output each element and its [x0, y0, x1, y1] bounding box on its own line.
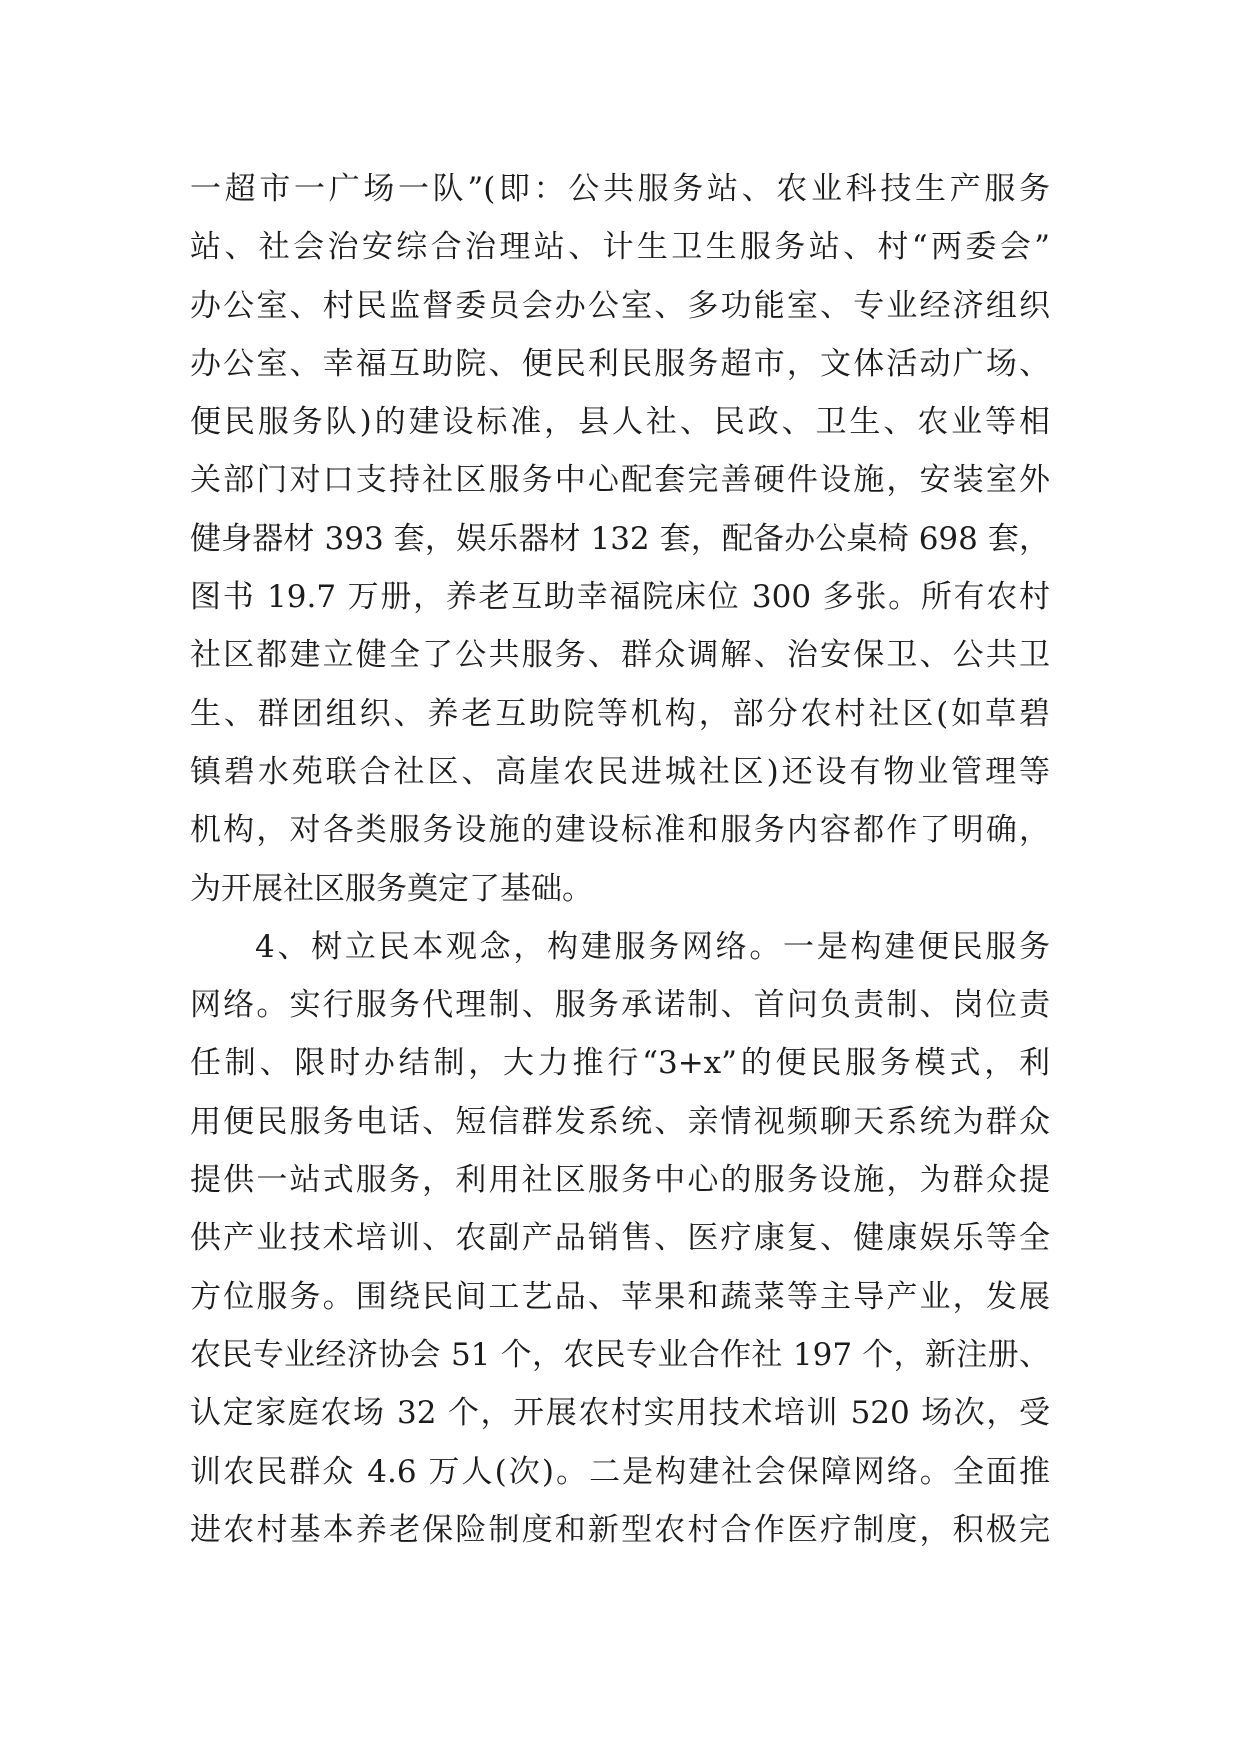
paragraph-1-line: 生、群团组织、养老互助院等机构，部分农村社区(如草碧 [190, 695, 1050, 732]
paragraph-1-line: 一超市一广场一队”(即：公共服务站、农业科技生产服务 [190, 171, 1050, 207]
paragraph-1-line: 办公室、村民监督委员会办公室、多功能室、专业经济组织 [190, 287, 1050, 324]
paragraph-2-line: 网络。实行服务代理制、服务承诺制、首问负责制、岗位责 [190, 987, 1050, 1024]
paragraph-1-line: 健身器材 393 套，娱乐器材 132 套，配备办公桌椅 698 套， [190, 520, 1050, 557]
paragraph-2-line: 训农民群众 4.6 万人(次)。二是构建社会保障网络。全面推 [190, 1453, 1050, 1490]
paragraph-2-line: 任制、限时办结制，大力推行“3+x”的便民服务模式，利 [190, 1045, 1050, 1082]
paragraph-1-line: 社区都建立健全了公共服务、群众调解、治安保卫、公共卫 [190, 637, 1050, 674]
paragraph-2-line: 用便民服务电话、短信群发系统、亲情视频聊天系统为群众 [190, 1103, 1050, 1140]
paragraph-2-line: 进农村基本养老保险制度和新型农村合作医疗制度，积极完 [190, 1511, 1050, 1548]
paragraph-2-first-line: 4、树立民本观念，构建服务网络。一是构建便民服务 [255, 928, 1050, 965]
paragraph-2-line: 供产业技术培训、农副产品销售、医疗康复、健康娱乐等全 [190, 1220, 1050, 1257]
paragraph-1-line: 关部门对口支持社区服务中心配套完善硬件设施，安装室外 [190, 462, 1050, 499]
paragraph-2-line: 农民专业经济协会 51 个，农民专业合作社 197 个，新注册、 [190, 1336, 1050, 1373]
paragraph-1-line: 为开展社区服务奠定了基础。 [190, 870, 593, 907]
paragraph-1-line: 站、社会治安综合治理站、计生卫生服务站、村“两委会” [190, 229, 1050, 266]
document-body [190, 160, 1050, 1559]
paragraph-1-line: 便民服务队)的建设标准，县人社、民政、卫生、农业等相 [190, 404, 1050, 441]
paragraph-1-line: 办公室、幸福互助院、便民利民服务超市，文体活动广场、 [190, 345, 1050, 382]
paragraph-2-line: 提供一站式服务，利用社区服务中心的服务设施，为群众提 [190, 1162, 1050, 1199]
paragraph-1-line: 图书 19.7 万册，养老互助幸福院床位 300 多张。所有农村 [190, 579, 1050, 616]
paragraph-2-line: 方位服务。围绕民间工艺品、苹果和蔬菜等主导产业，发展 [190, 1278, 1050, 1315]
paragraph-1 [190, 160, 1050, 918]
paragraph-1-line: 机构，对各类服务设施的建设标准和服务内容都作了明确， [190, 812, 1050, 849]
paragraph-2-line: 认定家庭农场 32 个，开展农村实用技术培训 520 场次，受 [190, 1395, 1050, 1432]
paragraph-1-line: 镇碧水苑联合社区、高崖农民进城社区)还设有物业管理等 [190, 753, 1050, 790]
paragraph-2 [190, 918, 1050, 1559]
